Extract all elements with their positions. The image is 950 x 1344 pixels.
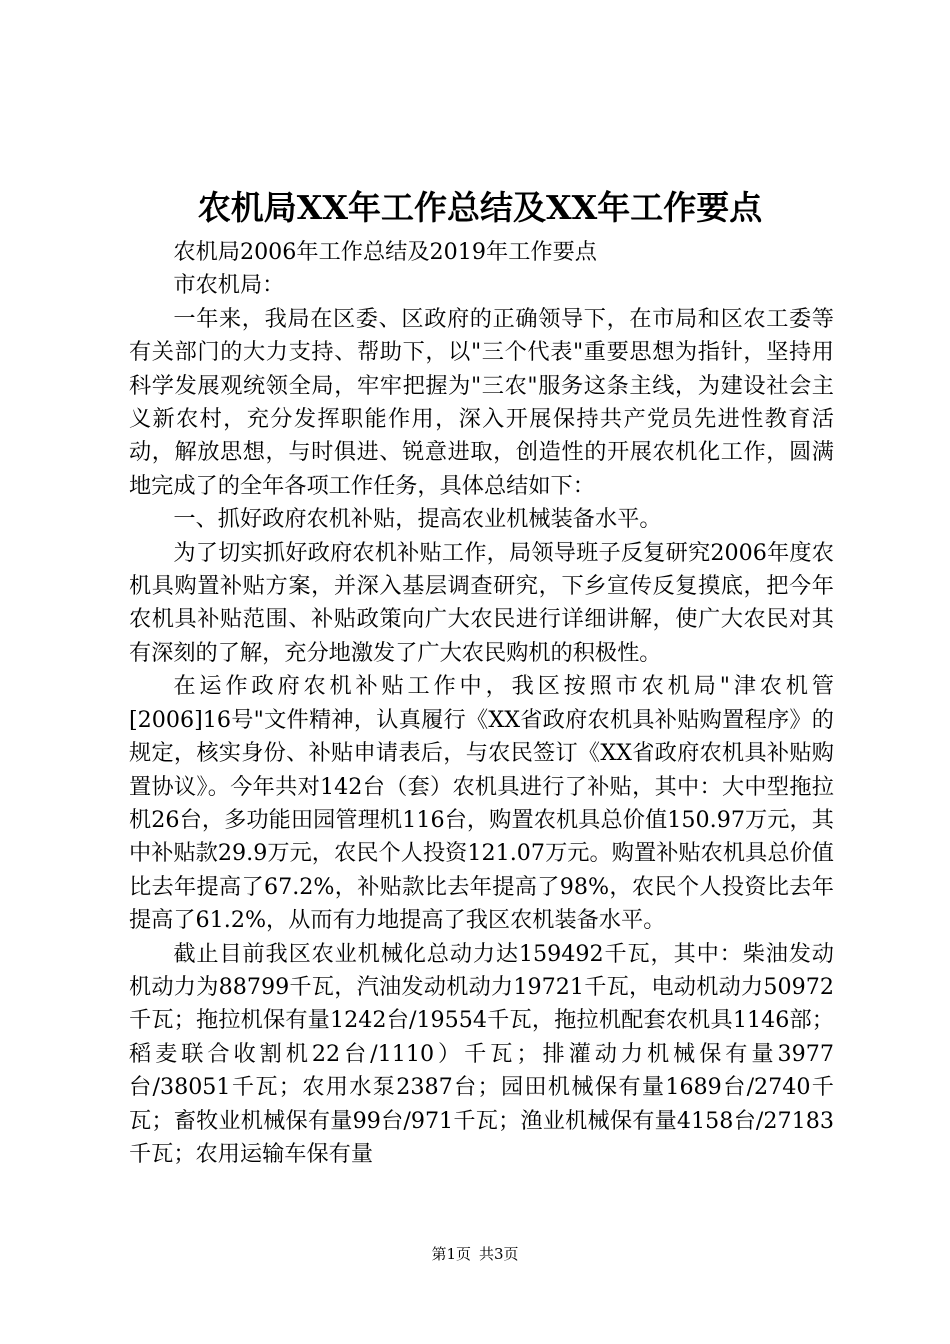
- subtitle-paragraph: 农机局2006年工作总结及2019年工作要点: [173, 239, 597, 265]
- document-body: [129, 236, 834, 1171]
- addressee-paragraph: 市农机局：: [173, 272, 285, 299]
- body-paragraph: 在运作政府农机补贴工作中，我区按照市农机局"津农机管[2006]16号"文件精神，认真履行《XX省政府农机具补贴购置程序》的规定，核实身份、补贴申请表后，与农民签订《XX省政府农机具补贴购置协议》。今年共对142台（套）农机具进行了补贴，其中：大中型拖拉机26台，多功能田园管理机116台，购置农机具总价值150.97万元，其中补贴款29.9万元，农民个人投资121.07万元。购置补贴农机具总价值比去年提高了67.2%，补贴款比去年提高了98%，农民个人投资比去年提高了61.2%，从而有力地提高了我区农机装备水平。: [129, 673, 834, 934]
- page-total: 共3页: [479, 1245, 519, 1263]
- page-number: 第1页: [431, 1245, 471, 1263]
- body-paragraph: 截止目前我区农业机械化总动力达159492千瓦，其中：柴油发动机动力为88799千瓦，汽油发动机动力19721千瓦，电动机动力50972千瓦；拖拉机保有量1242台/19554千瓦，拖拉机配套农机具1146部；稻麦联合收割机22台/1110）千瓦；排灌动力机械保有量3977台/38051千瓦；农用水泵2387台；园田机械保有量1689台/2740千瓦；畜牧业机械保有量99台/971千瓦；渔业机械保有量4158台/27183千瓦；农用运输车保有量: [129, 940, 834, 1167]
- body-paragraph: 为了切实抓好政府农机补贴工作，局领导班子反复研究2006年度农机具购置补贴方案，并深入基层调查研究，下乡宣传反复摸底，把今年农机具补贴范围、补贴政策向广大农民进行详细讲解，使广大农民对其有深刻的了解，充分地激发了广大农民购机的积极性。: [129, 539, 834, 666]
- page-footer: [0, 1244, 950, 1264]
- intro-paragraph: 一年来，我局在区委、区政府的正确领导下，在市局和区农工委等有关部门的大力支持、帮助下，以"三个代表"重要思想为指针，坚持用科学发展观统领全局，牢牢把握为"三农"服务这条主线，为建设社会主义新农村，充分发挥职能作用，深入开展保持共产党员先进性教育活动，解放思想，与时俱进、锐意进取，创造性的开展农机化工作，圆满地完成了的全年各项工作任务，具体总结如下：: [129, 305, 834, 499]
- section-heading: 一、抓好政府农机补贴，提高农业机械装备水平。: [173, 506, 662, 533]
- document-title: 农机局XX年工作总结及XX年工作要点: [197, 188, 763, 227]
